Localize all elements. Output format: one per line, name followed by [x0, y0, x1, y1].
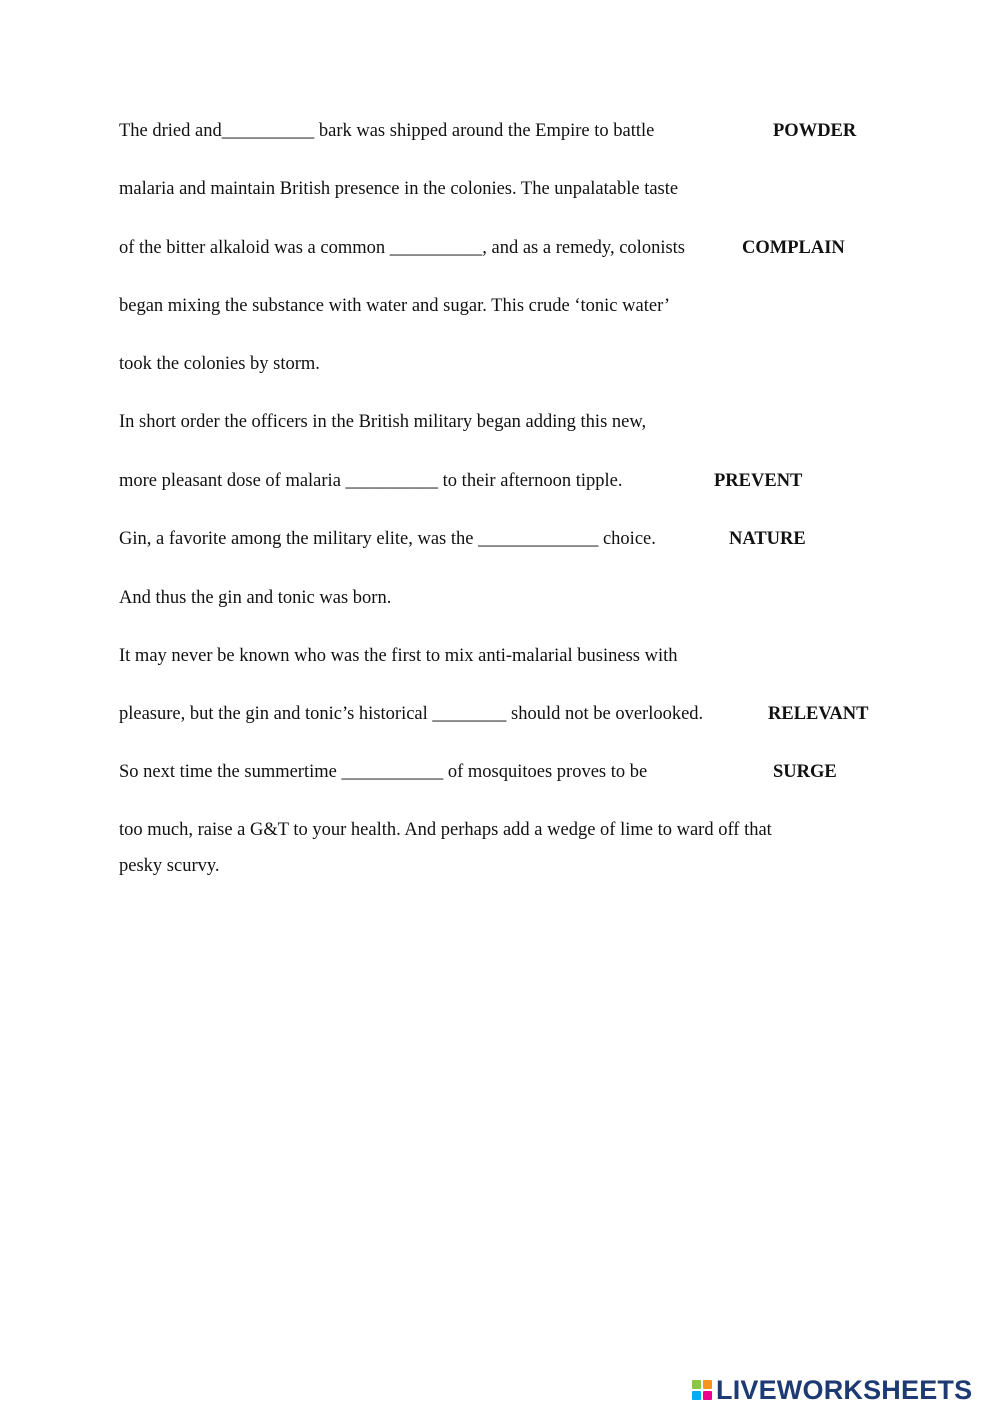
keyword-nature: NATURE — [729, 529, 806, 549]
passage-line-10: It may never be known who was the first to mix anti-malarial business with — [119, 646, 678, 666]
passage-line-9: And thus the gin and tonic was born. — [119, 588, 392, 608]
keyword-powder: POWDER — [773, 121, 857, 141]
passage-line-14: pesky scurvy. — [119, 856, 220, 876]
logo-wordmark: LIVEWORKSHEETS — [716, 1374, 973, 1405]
passage-line-1: The dried and__________ bark was shipped around the Empire to battle — [119, 121, 655, 141]
logo-tile-v — [692, 1391, 701, 1400]
passage-line-6: In short order the officers in the British military began adding this new, — [119, 412, 647, 432]
liveworksheets-logo-icon — [692, 1380, 712, 1400]
keyword-complain: COMPLAIN — [742, 238, 845, 258]
logo-tile-l — [692, 1380, 701, 1389]
passage-line-7: more pleasant dose of malaria __________ to their afternoon tipple. — [119, 471, 623, 491]
keyword-surge: SURGE — [773, 762, 837, 782]
keyword-relevant: RELEVANT — [768, 704, 869, 724]
logo-tile-i — [703, 1380, 712, 1389]
passage-line-2: malaria and maintain British presence in the colonies. The unpalatable taste — [119, 179, 679, 199]
liveworksheets-logo — [692, 1375, 972, 1405]
passage-line-8: Gin, a favorite among the military elite, was the _____________ choice. — [119, 529, 656, 549]
passage-line-4: began mixing the substance with water and sugar. This crude ‘tonic water’ — [119, 296, 671, 316]
passage-line-3: of the bitter alkaloid was a common __________, and as a remedy, colonists — [119, 238, 686, 258]
keyword-prevent: PREVENT — [714, 471, 803, 491]
logo-tile-e — [703, 1391, 712, 1400]
passage-line-13: too much, raise a G&T to your health. And perhaps add a wedge of lime to ward off that — [119, 820, 772, 840]
passage-line-5: took the colonies by storm. — [119, 354, 320, 374]
passage-line-12: So next time the summertime ___________ of mosquitoes proves to be — [119, 762, 648, 782]
passage-line-11: pleasure, but the gin and tonic’s historical ________ should not be overlooked. — [119, 704, 704, 724]
